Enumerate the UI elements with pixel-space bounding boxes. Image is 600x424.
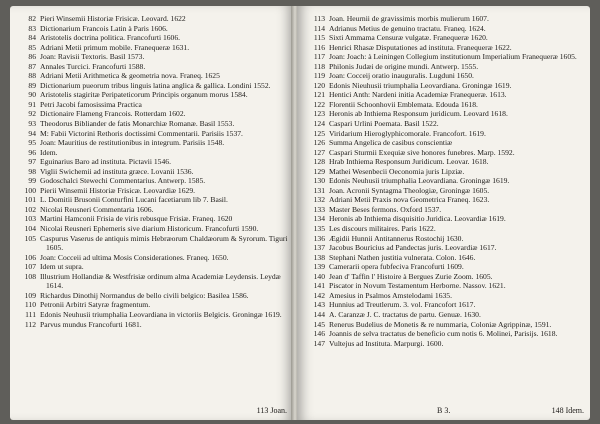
entry-text: Edonis Nieuhusii triumphalia Leovardiana. Groningæ 1619.	[329, 80, 512, 90]
entry-text: Pieri Winsemii Historiæ Frisicæ. Leovard. 1622	[40, 14, 186, 23]
catalog-entry	[20, 214, 288, 224]
catalog-entry	[309, 262, 583, 272]
entry-number: 139	[313, 262, 325, 272]
catalog-entry	[309, 167, 583, 177]
entry-number: 132	[313, 195, 325, 205]
catalog-entry	[309, 253, 583, 263]
entry-text: Piscator in Novum Testamentum Herborne. Nassov. 1621.	[329, 281, 506, 291]
entry-text: Eguinarius Baro ad instituta. Pictavii 1546.	[40, 157, 171, 167]
entry-number: 105	[24, 233, 36, 243]
catalog-entry	[309, 109, 583, 119]
left-page	[10, 6, 293, 420]
catalog-entry	[20, 262, 288, 272]
catalog-entry	[309, 329, 583, 339]
entry-text: Sixti Ammama Censuræ vulgatæ. Franequeræ 1620.	[329, 33, 488, 43]
catalog-entry	[20, 272, 288, 291]
signature-mark: B 3.	[437, 406, 451, 415]
entry-number: 120	[313, 80, 325, 90]
catalog-entry	[20, 14, 288, 24]
catalog-entry	[309, 157, 583, 167]
catalog-entry	[309, 138, 583, 148]
entry-text: Jacobus Bouricius ad Pandectas juris. Leovardiæ 1617.	[329, 243, 497, 253]
entry-number: 129	[313, 166, 325, 176]
entry-number: 104	[24, 224, 36, 234]
entry-number: 141	[313, 281, 325, 291]
entry-text: Ægidii Hunnii Antitannerus Rostochij 1630.	[329, 233, 464, 243]
entry-text: Petronii Arbitri Satyræ fragmentum.	[40, 300, 151, 310]
entry-text: Idem ut supra.	[40, 262, 84, 272]
entry-text: Idem.	[40, 147, 58, 157]
catalog-entry	[20, 205, 288, 215]
entry-number: 110	[24, 300, 36, 310]
entry-number: 82	[28, 14, 36, 23]
entry-number: 84	[28, 33, 36, 43]
entry-text: Caspurus Vaserus de antiquis mimis Hebræorum Chaldæorum & Syrorum. Tiguri 1605.	[40, 233, 288, 253]
entry-number: 128	[313, 157, 325, 167]
catalog-entry	[20, 320, 288, 330]
entry-text: Nicolai Reusneri Ephemeris sive diarium Historicum. Francofurti 1590.	[40, 224, 259, 234]
entry-text: Annales Turcici. Francofurti 1588.	[40, 61, 146, 71]
entry-text: Stephani Nathen justitia vulnerata. Colon. 1646.	[329, 252, 476, 262]
entry-number: 146	[313, 329, 325, 339]
entry-number: 107	[24, 262, 36, 272]
entry-number: 99	[28, 176, 36, 186]
entry-text: Illustrium Hollandiæ & Westfrisiæ ordinum alma Academiæ Leydensis. Leydæ 1614.	[40, 271, 281, 291]
entry-text: Hentici Anth: Nardeni initia Academiæ Franequeræ. 1613.	[329, 90, 507, 100]
catalog-entry	[309, 14, 583, 24]
entry-number: 95	[28, 138, 36, 148]
entry-text: Amesius in Psalmos Amstelodami 1635.	[329, 290, 452, 300]
catalog-entry	[309, 339, 583, 349]
entry-number: 138	[313, 252, 325, 262]
catalog-entry	[20, 81, 288, 91]
right-page	[297, 6, 590, 420]
entry-text: L. Domitii Brusonii Conturfini Lucani facetiarum lib 7. Basil.	[40, 195, 228, 205]
entry-number: 113	[313, 14, 325, 23]
catalog-entry	[309, 43, 583, 53]
entry-number: 108	[24, 271, 36, 281]
entry-text: Petri Jacobi famosissima Practica	[40, 99, 142, 109]
catalog-entry	[20, 138, 288, 148]
entry-number: 98	[28, 166, 36, 176]
entry-text: Dictionaire Flameng Francois. Rotterdam 1602.	[40, 109, 186, 119]
catalog-entry	[20, 157, 288, 167]
entry-text: Joan: Cocceij oratio inauguralis. Lugduni 1650.	[329, 71, 474, 81]
entry-number: 125	[313, 128, 325, 138]
catalog-entry	[309, 243, 583, 253]
entry-number: 109	[24, 290, 36, 300]
entry-text: Heronis ab Inthiema Responsum juridicum. Leovard 1618.	[329, 109, 508, 119]
entry-number: 87	[28, 61, 36, 71]
entry-number: 147	[313, 338, 325, 348]
entry-number: 143	[313, 300, 325, 310]
entry-text: Jean d' Taffin l' Histoire à Bergues Zurie Zoom. 1605.	[329, 271, 493, 281]
catalog-entry	[20, 24, 288, 34]
entry-number: 101	[24, 195, 36, 205]
entry-number: 97	[28, 157, 36, 167]
entry-number: 96	[28, 147, 36, 157]
entry-text: Caspari Urlini Poemata. Basil 1522.	[329, 119, 439, 129]
catalog-entry	[309, 195, 583, 205]
entry-text: Hunnius ad Treutlerum. 3. vol. Francofort 1617.	[329, 300, 476, 310]
catalog-entry	[20, 176, 288, 186]
entry-number: 144	[313, 309, 325, 319]
entry-text: Joan: Cocceii ad ultima Mosis Considerationes. Franeq. 1650.	[40, 252, 229, 262]
catalog-entry	[309, 310, 583, 320]
entry-text: Edonis Neuhusii triumphalia Leovardiana in victoriis Belgicis. Groningæ 1619.	[40, 309, 282, 319]
entry-text: Aristotelis doctrina politica. Francofurti 1606.	[40, 33, 181, 43]
catalog-entry	[20, 310, 288, 320]
catalog-entry	[309, 224, 583, 234]
entry-number: 85	[28, 42, 36, 52]
entry-number: 114	[313, 23, 325, 33]
entry-number: 88	[28, 71, 36, 81]
entry-text: Joannis de selva tractatus de beneficio cum notis 6. Molinei, Parisijs. 1618.	[329, 329, 558, 339]
entry-number: 123	[313, 109, 325, 119]
catalog-entry	[309, 234, 583, 244]
entry-number: 119	[313, 71, 325, 81]
left-entry-list	[20, 14, 288, 329]
entry-text: Summa Angelica de casibus conscientiæ	[329, 138, 453, 148]
catalog-entry	[309, 300, 583, 310]
entry-number: 131	[313, 185, 325, 195]
entry-number: 135	[313, 224, 325, 234]
catalog-entry	[309, 129, 583, 139]
entry-text: Caspari Sturmii Exequiæ sive honores funebres. Marp. 1592.	[329, 147, 515, 157]
entry-text: Aristotelis stagiritæ Peripateticorum Principis organum morus 1584.	[40, 90, 248, 100]
catalog-entry	[20, 129, 288, 139]
entry-number: 142	[313, 290, 325, 300]
catalog-entry	[20, 62, 288, 72]
entry-number: 115	[313, 33, 325, 43]
catalog-entry	[20, 195, 288, 205]
catalog-entry	[309, 81, 583, 91]
catalog-entry	[20, 71, 288, 81]
entry-number: 100	[24, 185, 36, 195]
entry-text: Viridarium Hieroglyphicomorale. Francofort. 1619.	[329, 128, 486, 138]
catalog-entry	[309, 214, 583, 224]
entry-number: 121	[313, 90, 325, 100]
entry-text: Philonis Judæi de origine mundi. Antwerp. 1555.	[329, 61, 479, 71]
entry-number: 127	[313, 147, 325, 157]
catalog-entry	[20, 33, 288, 43]
catalog-entry	[309, 52, 583, 62]
entry-text: Edonis Neuhusii triumphalia Leovardiana. Groningæ 1619.	[329, 176, 510, 186]
catalog-entry	[20, 186, 288, 196]
catalog-entry	[20, 300, 288, 310]
catalog-entry	[309, 148, 583, 158]
entry-number: 124	[313, 119, 325, 129]
entry-number: 118	[313, 61, 325, 71]
entry-number: 134	[313, 214, 325, 224]
entry-text: Adriani Metii Arithmetica & geometria nova. Franeq. 1625	[40, 71, 220, 81]
entry-text: Joan. Heurnii de gravissimis morbis mulierum 1607.	[329, 14, 489, 23]
entry-text: M: Fabii Victorini Rethoris doctissimi Commentarii. Parisiis 1537.	[40, 128, 243, 138]
catalog-entry	[20, 52, 288, 62]
catalog-entry	[309, 33, 583, 43]
right-entry-list	[309, 14, 583, 348]
catalog-entry	[309, 205, 583, 215]
entry-text: Les discours militaires. Paris 1622.	[329, 224, 436, 234]
catalog-entry	[20, 234, 288, 253]
catalog-entry	[309, 186, 583, 196]
entry-text: Adriani Metii Praxis nova Geometrica Franeq. 1623.	[329, 195, 490, 205]
entry-number: 133	[313, 204, 325, 214]
catalog-entry	[20, 109, 288, 119]
catalog-entry	[309, 176, 583, 186]
entry-text: Renerus Budelius de Monetis & re nummaria, Coloniæ Agrippinæ, 1591.	[329, 319, 552, 329]
entry-text: Joan: Ravisii Textoris. Basil 1573.	[40, 52, 145, 62]
catalog-entry	[20, 90, 288, 100]
entry-text: Richardus Dinothij Normandus de bello civili belgico: Basilea 1586.	[40, 290, 249, 300]
entry-number: 102	[24, 204, 36, 214]
catalog-entry	[20, 253, 288, 263]
entry-number: 94	[28, 128, 36, 138]
entry-text: Mathei Wesenbecii Oeconomia juris Lipziæ.	[329, 166, 465, 176]
entry-text: Florentii Schoonhovii Emblemata. Edouda 1618.	[329, 99, 478, 109]
entry-number: 92	[28, 109, 36, 119]
entry-number: 136	[313, 233, 325, 243]
entry-text: Dictionarium Francois Latin à Paris 1606.	[40, 23, 168, 33]
entry-text: Master Beses fermons. Oxford 1537.	[329, 204, 442, 214]
entry-number: 90	[28, 90, 36, 100]
catalog-entry	[20, 224, 288, 234]
entry-text: Dictionarium pueorum tribus linguis latina anglica & gallica. Londini 1552.	[40, 80, 271, 90]
catalog-entry	[20, 119, 288, 129]
catalog-entry	[309, 281, 583, 291]
entry-number: 145	[313, 319, 325, 329]
catalog-entry	[20, 291, 288, 301]
entry-number: 111	[25, 309, 36, 319]
catalog-entry	[309, 291, 583, 301]
entry-number: 140	[313, 271, 325, 281]
entry-text: Martini Hamconii Frisia de viris rebusque Frisiæ. Franeq. 1620	[40, 214, 233, 224]
entry-number: 83	[28, 23, 36, 33]
entry-number: 116	[313, 42, 325, 52]
catalog-entry	[309, 119, 583, 129]
catalog-entry	[309, 100, 583, 110]
entry-number: 112	[24, 319, 36, 329]
entry-text: Joan: Joach: à Leiningen Collegium institutionum Imperialium Franequeræ 1605.	[329, 52, 577, 62]
entry-text: Godoschalci Stewechi Commentarius. Antwerp. 1585.	[40, 176, 206, 186]
entry-number: 91	[28, 99, 36, 109]
entry-number: 106	[24, 252, 36, 262]
entry-text: Theodorus Bibliander de fatis Monarchiæ Romanæ. Basil 1553.	[40, 119, 235, 129]
entry-number: 117	[313, 52, 325, 62]
entry-number: 89	[28, 80, 36, 90]
catalog-entry	[309, 272, 583, 282]
catalog-entry	[309, 62, 583, 72]
entry-text: Henrici Rhasæ Disputationes ad instituta. Franequeræ 1622.	[329, 42, 512, 52]
catalog-entry	[20, 100, 288, 110]
entry-number: 126	[313, 138, 325, 148]
entry-text: A. Caranzæ J. C. tractatus de partu. Genuæ. 1630.	[329, 309, 481, 319]
entry-text: Viglii Swichemii ad instituta græce. Lovanii 1536.	[40, 166, 194, 176]
entry-text: Joan. Acronii Syntagma Theologiæ, Groningæ 1605.	[329, 185, 490, 195]
catalog-entry	[20, 167, 288, 177]
entry-number: 130	[313, 176, 325, 186]
catalog-entry	[309, 90, 583, 100]
catalog-entry	[309, 320, 583, 330]
right-catchword: 148 Idem.	[551, 406, 584, 415]
catalog-entry	[20, 148, 288, 158]
entry-text: Parvus mundus Francofurti 1681.	[40, 319, 142, 329]
catalog-entry	[309, 24, 583, 34]
entry-number: 86	[28, 52, 36, 62]
entry-text: Hrab Inthiema Responsum Juridicum. Leovar. 1618.	[329, 157, 489, 167]
entry-text: Adriani Metii primum mobile. Franequeræ 1631.	[40, 42, 190, 52]
entry-text: Adrianus Metius de genuino tractatu. Franeq. 1624.	[329, 23, 486, 33]
catalog-entry	[309, 71, 583, 81]
entry-text: Heronis ab Inthiema disquisitio Juridica. Leovardiæ 1619.	[329, 214, 506, 224]
entry-text: Vultejus ad Instituta. Marpurgi. 1600.	[329, 338, 444, 348]
entry-text: Joan: Mauritius de restitutionibus in integrum. Parisiis 1548.	[40, 138, 225, 148]
entry-number: 93	[28, 119, 36, 129]
left-catchword: 113 Joan.	[256, 406, 287, 415]
entry-text: Nicolai Reusneri Commentaria 1606.	[40, 204, 154, 214]
entry-number: 103	[24, 214, 36, 224]
entry-text: Camerarii opera fubfeciva Francofurti 1609.	[329, 262, 464, 272]
entry-number: 122	[313, 99, 325, 109]
entry-text: Pierii Winsemii Historiæ Frisicæ. Leovardiæ 1629.	[40, 185, 196, 195]
catalog-entry	[20, 43, 288, 53]
entry-number: 137	[313, 243, 325, 253]
